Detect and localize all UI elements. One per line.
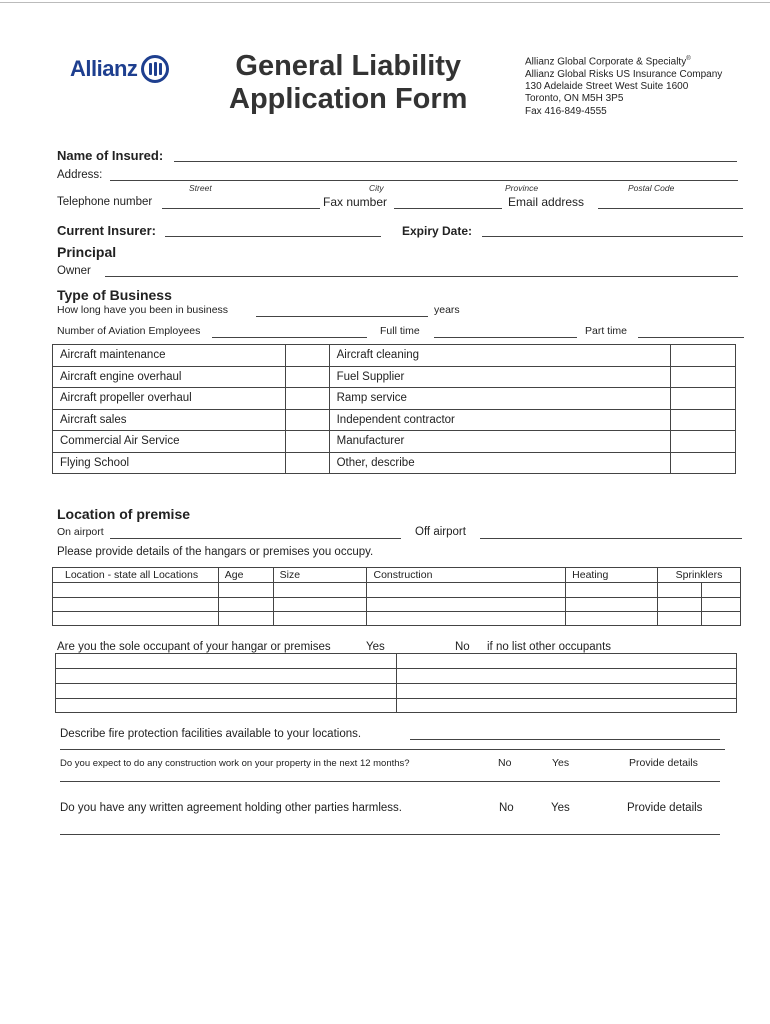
scan-top-edge	[0, 2, 770, 3]
business-type-label: Ramp service	[329, 388, 670, 410]
column-header-size: Size	[273, 568, 367, 583]
location-of-premise-heading: Location of premise	[57, 506, 191, 522]
table-row	[53, 452, 736, 474]
full-time-label: Full time	[380, 325, 420, 337]
location-cell[interactable]	[53, 598, 219, 612]
years-in-business-field[interactable]	[256, 316, 428, 317]
column-header-sprinklers: Sprinklers	[658, 568, 741, 583]
table-header-row	[53, 568, 741, 583]
fire-protection-question: Describe fire protection facilities available to your locations.	[60, 728, 362, 740]
business-type-label: Aircraft engine overhaul	[53, 366, 286, 388]
sprinklers-no-cell[interactable]	[701, 583, 740, 598]
construction-question: Do you expect to do any construction work on your property in the next 12 months?	[60, 758, 410, 769]
owner-label: Owner	[57, 265, 91, 277]
table-row	[56, 684, 737, 699]
location-cell[interactable]	[53, 583, 219, 598]
full-time-field[interactable]	[434, 337, 577, 338]
telephone-field[interactable]	[162, 208, 320, 209]
construction-cell[interactable]	[367, 598, 566, 612]
business-type-checkbox[interactable]	[285, 366, 329, 388]
owner-field[interactable]	[105, 276, 738, 277]
construction-cell[interactable]	[367, 612, 566, 626]
expiry-date-label: Expiry Date:	[402, 224, 473, 238]
street-address: 130 Adelaide Street West Suite 1600	[525, 80, 689, 92]
sprinklers-no-cell[interactable]	[701, 598, 740, 612]
business-type-table	[52, 344, 736, 474]
size-cell[interactable]	[273, 612, 367, 626]
part-time-label: Part time	[585, 325, 628, 337]
table-row	[53, 431, 736, 453]
age-cell[interactable]	[218, 612, 273, 626]
business-type-checkbox[interactable]	[285, 388, 329, 410]
fire-protection-field-line-2[interactable]	[60, 749, 725, 750]
table-row	[56, 699, 737, 713]
occupant-cell[interactable]	[396, 684, 737, 699]
heating-cell[interactable]	[566, 612, 658, 626]
construction-cell[interactable]	[367, 583, 566, 598]
column-header-construction: Construction	[367, 568, 566, 583]
sprinklers-yes-cell[interactable]	[658, 598, 702, 612]
business-type-checkbox[interactable]	[285, 452, 329, 474]
table-row	[53, 345, 736, 367]
company-name: Allianz Global Corporate & Specialty	[525, 56, 687, 68]
insurer-name: Allianz Global Risks US Insurance Company	[525, 68, 723, 80]
business-type-label: Aircraft propeller overhaul	[53, 388, 286, 410]
on-airport-field[interactable]	[110, 538, 401, 539]
postal-code-caption: Postal Code	[628, 183, 675, 193]
premises-details-prompt: Please provide details of the hangars or premises you occupy.	[57, 546, 374, 558]
table-row	[53, 612, 741, 626]
business-type-checkbox[interactable]	[671, 452, 736, 474]
size-cell[interactable]	[273, 583, 367, 598]
business-type-label: Independent contractor	[329, 409, 670, 431]
business-type-label: Aircraft cleaning	[329, 345, 670, 367]
column-header-heating: Heating	[566, 568, 658, 583]
form-title	[229, 50, 467, 116]
age-cell[interactable]	[218, 583, 273, 598]
sole-occupant-no[interactable]: No	[455, 641, 470, 653]
occupant-cell[interactable]	[56, 684, 397, 699]
sprinklers-no-cell[interactable]	[701, 612, 740, 626]
logo-text: Allianz	[70, 56, 138, 81]
occupant-cell[interactable]	[396, 669, 737, 684]
business-type-checkbox[interactable]	[671, 431, 736, 453]
fax-label: Fax number	[323, 195, 388, 209]
table-row	[53, 366, 736, 388]
sole-occupant-yes[interactable]: Yes	[366, 641, 385, 653]
construction-no[interactable]: No	[498, 757, 512, 769]
hold-harmless-details-field[interactable]	[60, 834, 720, 835]
on-airport-label: On airport	[57, 526, 104, 538]
hold-harmless-question: Do you have any written agreement holding other parties harmless.	[60, 802, 402, 814]
title-line-1: General Liability	[235, 50, 462, 82]
current-insurer-field[interactable]	[165, 236, 381, 237]
heating-cell[interactable]	[566, 598, 658, 612]
off-airport-field[interactable]	[480, 538, 742, 539]
allianz-logo	[70, 55, 169, 83]
business-type-label: Aircraft sales	[53, 409, 286, 431]
heating-cell[interactable]	[566, 583, 658, 598]
table-row	[53, 583, 741, 598]
size-cell[interactable]	[273, 598, 367, 612]
business-type-label: Flying School	[53, 452, 286, 474]
title-line-2: Application Form	[229, 83, 468, 115]
province-caption: Province	[505, 183, 539, 193]
table-row	[56, 669, 737, 684]
address-field[interactable]	[110, 180, 738, 181]
allianz-eagle-roundel-icon	[141, 55, 169, 83]
name-of-insured-label: Name of Insured:	[57, 148, 164, 163]
company-address-block	[525, 53, 722, 118]
age-cell[interactable]	[218, 598, 273, 612]
table-row	[53, 409, 736, 431]
street-caption: Street	[189, 183, 212, 193]
occupant-cell[interactable]	[396, 699, 737, 713]
other-occupants-table	[55, 653, 737, 713]
table-row	[53, 598, 741, 612]
other-occupants-prompt: if no list other occupants	[487, 641, 612, 653]
name-of-insured-field[interactable]	[174, 161, 737, 162]
email-label: Email address	[508, 195, 585, 209]
business-type-checkbox[interactable]	[285, 431, 329, 453]
city-address: Toronto, ON M5H 3P5	[525, 93, 624, 105]
business-type-label: Aircraft maintenance	[53, 345, 286, 367]
business-type-label: Fuel Supplier	[329, 366, 670, 388]
business-type-checkbox[interactable]	[671, 388, 736, 410]
fax-field[interactable]	[394, 208, 502, 209]
column-header-age: Age	[218, 568, 273, 583]
construction-yes[interactable]: Yes	[552, 757, 570, 769]
fire-protection-field[interactable]	[410, 739, 720, 740]
business-type-checkbox[interactable]	[671, 409, 736, 431]
location-cell[interactable]	[53, 612, 219, 626]
occupant-cell[interactable]	[56, 699, 397, 713]
construction-provide-details: Provide details	[629, 757, 698, 769]
registered-mark: ®	[686, 56, 691, 62]
construction-details-field[interactable]	[60, 781, 720, 782]
principal-heading: Principal	[57, 244, 117, 260]
table-row	[53, 388, 736, 410]
occupant-cell[interactable]	[396, 654, 737, 669]
business-type-checkbox[interactable]	[285, 345, 329, 367]
occupant-cell[interactable]	[56, 654, 397, 669]
business-type-label: Commercial Air Service	[53, 431, 286, 453]
email-field[interactable]	[598, 208, 743, 209]
hold-harmless-yes[interactable]: Yes	[551, 802, 570, 814]
part-time-field[interactable]	[638, 337, 744, 338]
table-row	[56, 654, 737, 669]
premises-table	[52, 567, 741, 626]
hold-harmless-provide-details: Provide details	[627, 802, 703, 814]
business-type-checkbox[interactable]	[671, 366, 736, 388]
aviation-employees-field[interactable]	[212, 337, 367, 338]
off-airport-label: Off airport	[415, 526, 466, 538]
business-type-label: Other, describe	[329, 452, 670, 474]
hold-harmless-no[interactable]: No	[499, 802, 514, 814]
business-type-label: Manufacturer	[329, 431, 670, 453]
column-header-location: Location - state all Locations	[53, 568, 219, 583]
city-caption: City	[369, 183, 384, 193]
fax-number: Fax 416-849-4555	[525, 105, 607, 117]
aviation-employees-label: Number of Aviation Employees	[57, 325, 201, 337]
sprinklers-yes-cell[interactable]	[658, 612, 702, 626]
business-type-checkbox[interactable]	[285, 409, 329, 431]
current-insurer-label: Current Insurer:	[57, 223, 156, 238]
business-type-checkbox[interactable]	[671, 345, 736, 367]
telephone-label: Telephone number	[57, 196, 153, 208]
occupant-cell[interactable]	[56, 669, 397, 684]
years-label: years	[434, 304, 460, 316]
expiry-date-field[interactable]	[482, 236, 743, 237]
address-label: Address:	[57, 169, 103, 181]
type-of-business-heading: Type of Business	[57, 287, 172, 303]
years-in-business-label: How long have you been in business	[57, 304, 229, 316]
sole-occupant-question: Are you the sole occupant of your hangar or premises	[57, 641, 331, 653]
sprinklers-yes-cell[interactable]	[658, 583, 702, 598]
